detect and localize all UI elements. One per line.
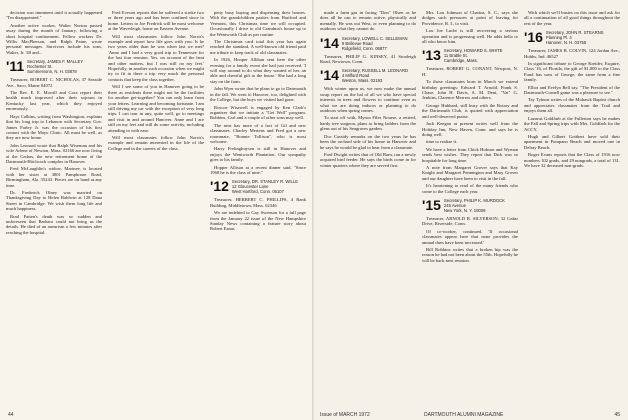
class-note-paragraph: Lazarus Goldfarb at the Fullerton says he makes the Fall and Spring trips with Mrs. Goldfarb for the ACCY.: [524, 115, 620, 132]
class-note-paragraph: Mrs. Lou Johnson of Chattoa, S. C., says she dodges such pressures at point of leaving for Providence, R. I., to visit.: [422, 10, 518, 26]
left-column-3: [210, 10, 306, 406]
footer-issue: Issue of MARCH 1972: [320, 412, 370, 418]
class-note-paragraph: In significant tribute to George Kreider, Esquire, Class '16, of Florida, the gift of $1,000 to the Class Fund has sons of George, the same from a fine family.: [524, 61, 620, 83]
class-note-paragraph: Brad Patten's death was so sudden and unforeseen that Barbara could not bring us the details. He died of an aneurism a few minutes after reaching the hospital.: [6, 213, 102, 235]
class-note-paragraph: The Rev. E. E. Morrill and Cora report their health much improved after their sojourn in Kentucky last year, which they enjoyed enormously.: [6, 90, 102, 112]
class-note-paragraph: Dr. Frederick Olney was married on Thanksgiving Day to Helen Baldwin at 128 Dana Street in Cambridge. We wish them long life and much happiness.: [6, 189, 102, 212]
class-note-paragraph: The next has more of a fact of Gil and new classmates. Charley Mertens and Fred got a new roommate, "Bonnie Tollison", who is most welcome.: [210, 122, 306, 144]
class-note-paragraph: The Christmas card total this year has again reached the standard. A well-known old friend paid me tribute to keep track of old classmates.: [210, 39, 306, 55]
class-note-paragraph: Harry Frelinghuysen is still in Hanover and enjoys the Wentworth Plantation. Our sympathy goes to his family.: [210, 146, 306, 163]
address-line: Secretary, DR. STANLEY R. WILLE: [231, 179, 298, 185]
right-page-number: 45: [614, 412, 620, 418]
class-note-paragraph: time to realize it.: [426, 139, 458, 145]
class-note-paragraph: To those classmates born in March we extend birthday greetings: Edward T. Arnold, Frank S. Chase, John H. Davis, A. M. Dent, "Vat" G. Jenkins, Clarence Merrow and others.: [422, 79, 518, 101]
class-note-paragraph: Elliot and Evelyn Bell say, "The President of the Dartmouth-Cornell game was a pleasure to see.": [524, 84, 620, 96]
class-note-paragraph: It's heartening to read of the many friends who come to the College each year.: [422, 183, 518, 194]
address-line: 245 Avenue: [443, 202, 466, 208]
class-notes-header: [320, 36, 416, 51]
class-secretary-info: [342, 36, 408, 51]
class-note-paragraph: With which we'll busies on this issue and ask for all a continuation of all good things throughout the rest of the year.: [524, 10, 620, 26]
footer-magazine-title: DARTMOUTH ALUMNI MAGAZINE: [424, 412, 504, 418]
class-note-paragraph: Will most classmates follow John Norris's example and remain interested in the life of the College and in the careers of the class.: [108, 134, 204, 151]
class-note-paragraph: Treasurer, HERBERT C. PHILLIPS, 4 Bank Building, Middletown, Mass. 02346: [210, 197, 306, 208]
class-note-paragraph: With winter upon us, we now make the annual swap report on the bal of all we who have special interests in trees and flowers to continue even as what we are doing indoors or planning to do outdoors when spring comes.: [320, 86, 416, 114]
address-line: Summervonn, N. H. 03878: [27, 69, 77, 75]
class-year: '13: [422, 47, 441, 64]
class-secretary-info: [342, 68, 408, 83]
class-secretary-info: [444, 198, 505, 213]
class-note-paragraph: Tay Tyburn writes of the Mohawk Baptist church and appreciates classmates from the Trail and enjoys them all.: [524, 97, 620, 114]
class-note-paragraph: Treasurer, ARNOLD R. SILVERSON, 32 Cedar Drive, Riverside, Conn.: [422, 215, 518, 227]
class-notes-header: [422, 48, 518, 63]
class-note-paragraph: John Leonard wrote that Ralph Wiseman and his wife Arlene of Newton, Mass. 02160 are now living at the Cedars, the new retirement home of the Dartmouth-Hitchcock complex in Hanover.: [6, 142, 102, 164]
right-page: [314, 0, 628, 420]
class-secretary-info: [444, 48, 503, 63]
address-line: Rochester St.: [27, 64, 53, 70]
address-line: Hanover, N. H. 03755: [545, 40, 587, 46]
address-line: Secretary, HOWARD S. WHITE: [443, 48, 503, 54]
class-note-paragraph: decision was imminent until it actually happened "I'm disappointed.": [6, 10, 102, 21]
address-line: Secretary, JOHN R. STEARNS: [545, 30, 604, 36]
class-notes-header: [6, 59, 102, 74]
class-note-paragraph: Jack Keegan at present writes well from the Holiday Inn, New Haven, Conn. and says he is doing well.: [422, 121, 518, 137]
class-year: '12: [210, 178, 229, 195]
class-note-paragraph: Treasurer, JAMES R. COLVIN, 124 Jordan Ave., Hobbs, Ind. 46527: [524, 48, 620, 59]
class-note-paragraph: Roger Evans reports that the Class of 1916 now numbers 102 grads, and 29 nongrads, a total of 131. We have 32 deceased non-grads.: [524, 152, 620, 168]
address-line: 12 Gloucester Lane: [231, 184, 269, 190]
class-note-paragraph: Roscoe Wisewell is engaged by Ken Clark's organizer that we initiate a "Get Well" program. Robbins, Carl and a couple of other sons may well.: [210, 104, 306, 121]
class-note-paragraph: Another active worker, Walter Norton passed away during the month of January, following a short hospital confinement. Fellow workers Dr. Willis MacPherson, and Ralph Paine, wrote personal messages. Survivors include his sons, Walter, Jr. '40 and...: [6, 22, 102, 55]
address-line: Planning Pl. 4: [545, 35, 572, 41]
class-year: '14: [320, 34, 339, 51]
address-line: Ridgefield, Conn. 06877: [341, 45, 387, 51]
address-line: Secretary, JAMES F. MALLEY: [27, 59, 84, 65]
class-note-paragraph: Of co-worker, continued. 'If occasional classmates appear here that none provides the annual dues have been increased.': [422, 228, 518, 245]
class-note-paragraph: made a farm gas in facing "Don" Olsen as he does all he can to remain active, physically and mentally. He was out West, or even planning to do outdoors what they cannot do.: [320, 10, 416, 32]
address-line: Secretary, LOWELL C. SELLEMAN: [341, 35, 408, 41]
address-line: 9 Bellevue Road: [341, 40, 373, 46]
class-note-paragraph: A note from Margaret Grover says that Kay Knight and Margaret Pennington and Mary Grover and our daughter have been to visit in the fall.: [422, 164, 518, 181]
class-note-paragraph: We are indebted to Gay Swenson for a full page from the January 22 issue of the New Hampshire Sunday News containing a feature story about Robert Eaton.: [210, 210, 306, 232]
class-note-paragraph: We have a letter from Chick Hobson and Wyman sends best wishes. They report that Dick was so hospitable for long time.: [422, 146, 518, 163]
class-note-paragraph: Fred Dwight writes that of Old Barn, ran a newly acquired bird feeder. He says the birds come in for winter quarters where they are served first.: [320, 151, 416, 168]
class-note-paragraph: Doc Cassidy remarks on the two years he has been the orchard side of his home in Hanover and he says he would be glad to hear from a classmate.: [320, 133, 416, 150]
class-notes-header: [524, 30, 620, 45]
class-note-paragraph: Will most classmates follow John Norris's example and report how life goes with you. Is he two years older than he was when last we met? 'Anno and I had a very good trip to Tennessee for the last four reunion. Yes, on account of the heat and other matters, but I was still on my feet.' Hopefully, in another such occasion when we might try to fit in there a trip very much the personal contacts that keep the class together.: [108, 33, 204, 82]
class-secretary-info: [232, 179, 298, 194]
class-note-paragraph: Hopper Allison at a recent dinner said, "Since 1968 he is the class of nine.": [210, 164, 306, 175]
address-line: Secretary, PHILIP K. MURDOCK: [443, 197, 505, 203]
class-note-paragraph: John Wyer wrote that he plans to go to Dartmouth in the fall. We went to Hanover, too, delighted with the College, but the boys we visited had gone.: [210, 86, 306, 103]
class-note-paragraph: Treasurer, ROBERT G. CONANT, Newport, N. H.: [422, 66, 518, 77]
address-line: New York, N. Y. 10009: [443, 207, 486, 213]
class-secretary-info: [546, 30, 604, 45]
class-note-paragraph: Treasurer, ROBERT C. NICHOLAS, 37 Seaside Ave., Saco, Maine 04072: [6, 77, 102, 88]
right-column-2: [422, 10, 518, 406]
class-notes-header: [320, 68, 416, 83]
address-line: 11 Brattle St.: [443, 53, 468, 59]
class-notes-header: [210, 179, 306, 194]
left-page-number: 44: [8, 412, 14, 418]
class-notes-header: [422, 198, 518, 213]
class-note-paragraph: George Hubbard, still busy with the Rotary and the Dartmouth Club, is quoted with appreciation and well-deserved praise.: [422, 102, 518, 119]
class-note-paragraph: Hugh and Gilbert Gottbert have sold their apartment in Pompano Beach and moved one in Delray Beach.: [524, 133, 620, 150]
class-note-paragraph: To start off with, Myron Files Nourse, a retired, hardy tree surgeon, plans to bring ladders from the glens out of his Seagraves garden.: [320, 115, 416, 132]
class-year: '11: [6, 58, 25, 75]
class-year: '15: [422, 196, 441, 213]
class-note-paragraph: Lou Joe Lucht is still recovering a serious operation and is progressing well. He adds hello to all who know him.: [422, 28, 518, 45]
class-note-paragraph: petty busy buying and dispensing their houses. With the grandchildren parties from Hartford and Vermont, this Christmas time we will occupied. Occasionally I drive to old Grandma's house up to the Wentworth Club as per routine.: [210, 10, 306, 37]
address-line: Weston, Mass. 02193: [341, 78, 383, 84]
class-note-paragraph: Fred McLaughlin's widow, Marinee, is located with her sister at 3801 Pamphrone Road, Birmingham, Ala. 35243. Pieces are on hand at any time.: [6, 166, 102, 188]
right-column-1: [320, 10, 416, 406]
right-column-3: [524, 10, 620, 406]
class-note-paragraph: Bill Robbins writes that a broken hip was the reason he had not been about the 55th. Hopefully he will be back next reunion.: [422, 247, 518, 263]
class-note-paragraph: Fred Eveson reports that he suffered a stroke two or three years ago and has been confined since to home. Letters to Joe Fredrick will be most welcome at the Waverleigh, home on Eastern Avenue.: [108, 10, 204, 32]
left-column-2: [108, 10, 204, 406]
address-line: Secretary, RUSSELL M. LEONARD: [341, 68, 408, 74]
class-note-paragraph: Treasurer, PHILIP G. KINSEY, 41 Stonleigh Road, Newtown, Conn.: [320, 53, 416, 65]
address-line: 4 Milford Road: [341, 73, 370, 79]
address-line: Cambridge, Mass.: [443, 58, 478, 64]
class-year: '14: [320, 67, 339, 84]
class-note-paragraph: Hays Calkins, writing from Washington, explains that his long trip to Lebanon with Secretary Gov. James Farley Jr. was the occasion of his first contact with the Mayo Clinic. All must be well, as they are now home.: [6, 113, 102, 141]
class-secretary-info: [27, 59, 83, 74]
left-column-1: [6, 10, 102, 406]
class-note-paragraph: In 1926, Hooper Alliban sent here the other evening for a family event she had just received. 'I will stay around to do what they wanted of her, an able and cheerful gift to the house.' She had a long stay on the farm.: [210, 57, 306, 84]
class-year: '16: [524, 29, 543, 46]
class-note-paragraph: Will I see some of you in Hanover going to be there as residents there might not be the facilities for another get-together? You can only learn from your letters. Learning and becoming fortunate. I am still driving my car with the exception of very long trips. I can tour in any, quite well, go to meetings and visit in and around Hanover. Anne and I are still on my feet and still do some activity, including attending in with ease.: [108, 84, 204, 133]
address-line: West Hartford, Conn. 06107: [231, 189, 284, 195]
